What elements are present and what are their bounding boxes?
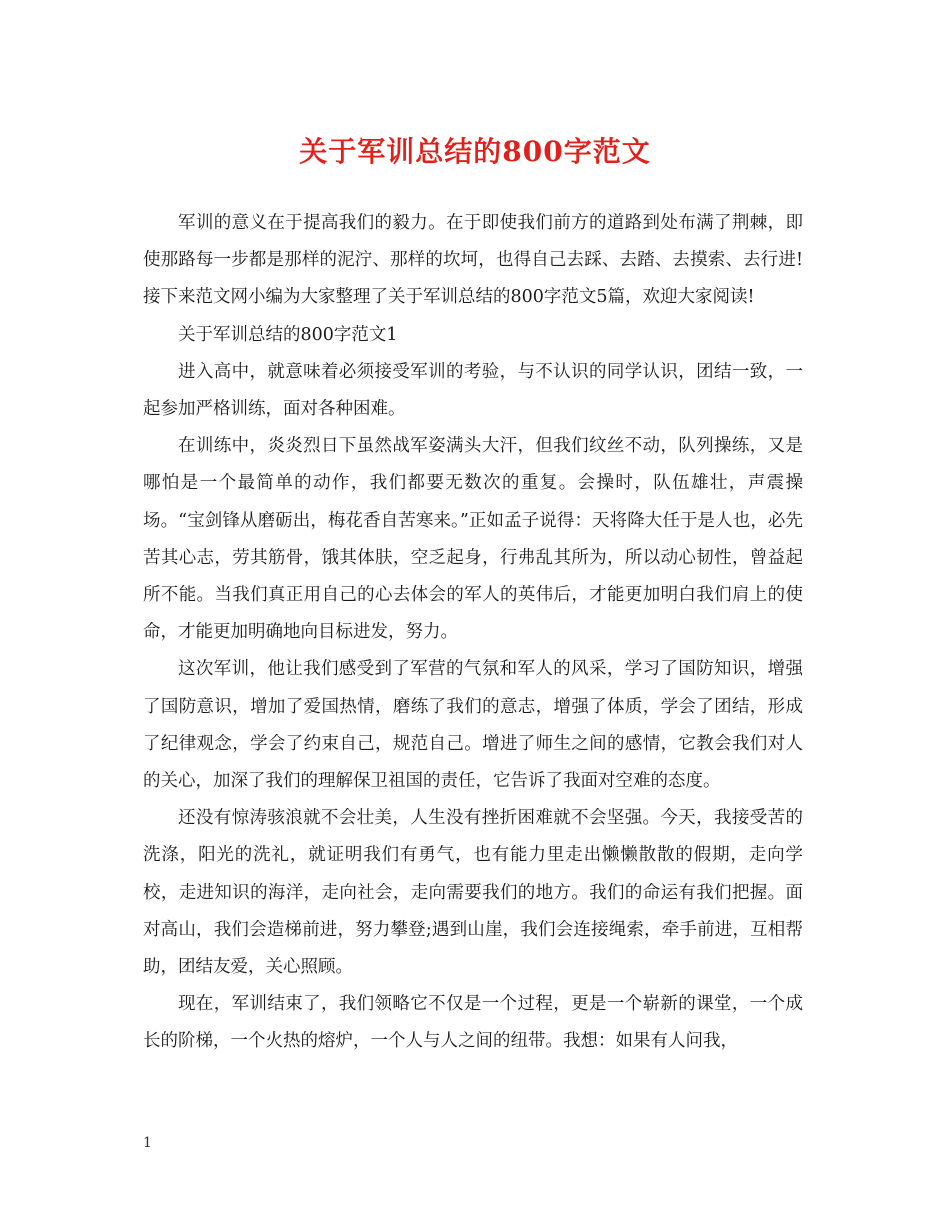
paragraph: 在训练中，炎炎烈日下虽然战军姿满头大汗，但我们纹丝不动，队列操练，又是哪怕是一个最简单的动作，我们都要无数次的重复。会操时，队伍雄壮，声震操场。“宝剑锋从磨砺出，梅花香自苦寒来。”正如孟子说得：天将降大任于是人也，必先苦其心志，劳其筋骨，饿其体肤，空乏起身，行弗乱其所为，所以动心韧性，曾益起所不能。当我们真正用自己的心去体会的军人的英伟后，才能更加明白我们肩上的使命，才能更加明确地向目标进发，努力。 — [143, 436, 803, 643]
paragraph: 进入高中，就意味着必须接受军训的考验，与不认识的同学认识，团结一致，一起参加严格训练，面对各种困难。 — [143, 361, 803, 420]
paragraph: 现在，军训结束了，我们领略它不仅是一个过程，更是一个崭新的课堂，一个成长的阶梯，一个火热的熔炉，一个人与人之间的纽带。我想：如果有人问我， — [143, 994, 803, 1052]
paragraph-intro: 军训的意义在于提高我们的毅力。在于即使我们前方的道路到处布满了荆棘，即使那路每一步都是那样的泥泞、那样的坎坷，也得自己去踩、去踏、去摸索、去行进!接下来范文网小编为大家整理了关于军训总结的800字范文5篇，欢迎大家阅读! — [143, 213, 803, 308]
document-title: 关于军训总结的800字范文 — [299, 135, 651, 168]
paragraph: 这次军训，他让我们感受到了军营的气氛和军人的风采，学习了国防知识，增强了国防意识，增加了爱国热情，磨练了我们的意志，增强了体质，学会了团结，形成了纪律观念，学会了约束自己，规范自己。增进了师生之间的感情，它教会我们对人的关心，加深了我们的理解保卫祖国的责任，它告诉了我面对空难的态度。 — [143, 659, 803, 792]
paragraph: 还没有惊涛骇浪就不会壮美，人生没有挫折困难就不会坚强。今天，我接受苦的洗涤，阳光的洗礼，就证明我们有勇气，也有能力里走出懒懒散散的假期，走向学校，走进知识的海洋，走向社会，走向需要我们的地方。我们的命运有我们把握。面对高山，我们会造梯前进，努力攀登;遇到山崖，我们会连接绳索，牵手前进，互相帮助，团结友爱，关心照顾。 — [143, 808, 803, 978]
page-number: 1 — [143, 1135, 152, 1151]
section-heading: 关于军训总结的800字范文1 — [178, 324, 398, 345]
document-body — [143, 205, 803, 1061]
